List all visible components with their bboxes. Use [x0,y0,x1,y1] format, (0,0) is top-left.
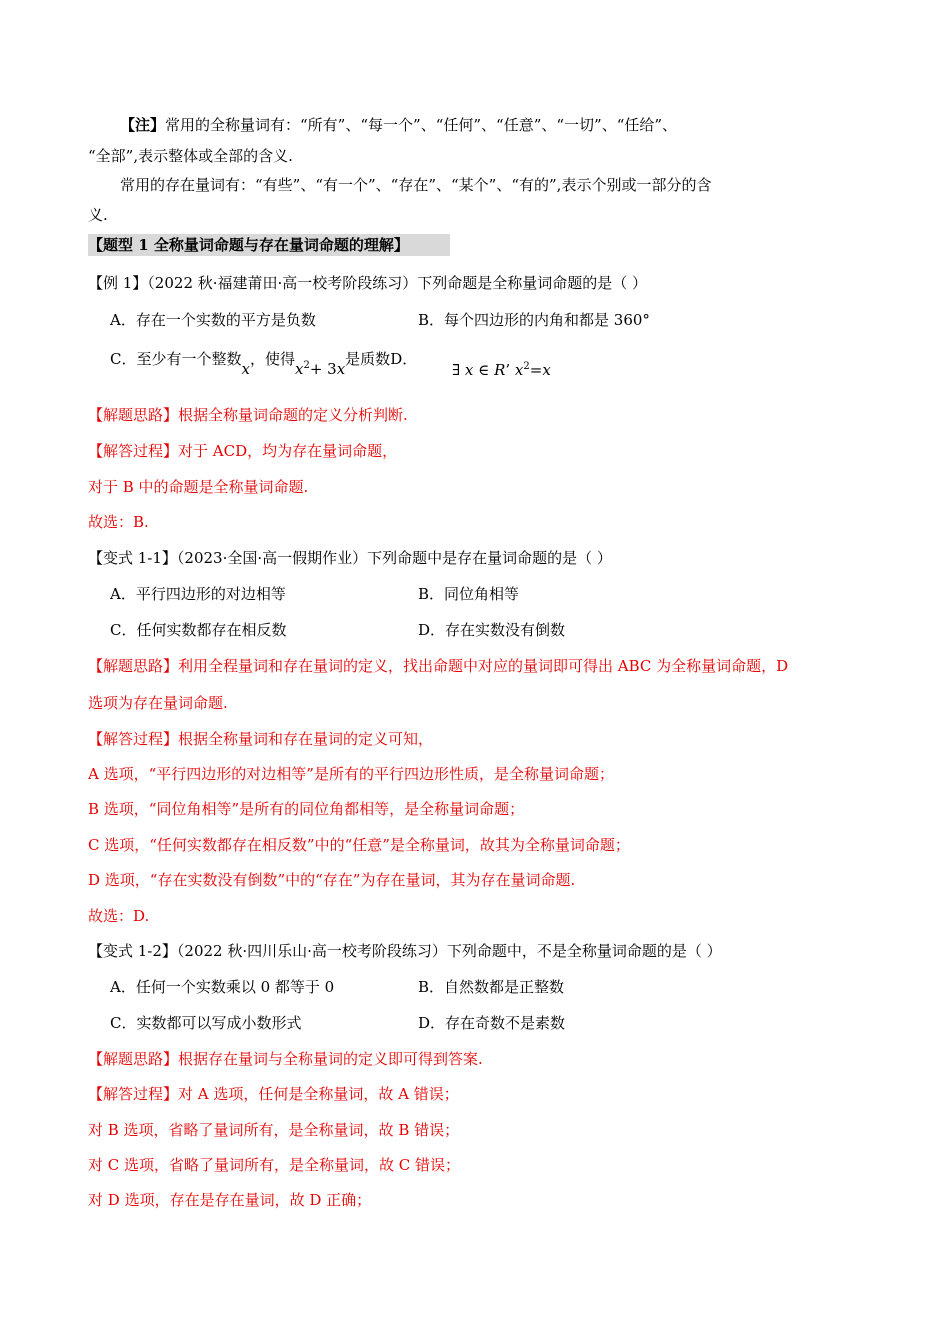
variant1-process-3: B 选项，“同位角相等”是所有的同位角都相等，是全称量词命题； [88,800,525,818]
variant1-option-c: C．任何实数都存在相反数 [110,621,287,639]
example1-option-c [110,346,417,378]
d-comma: ’ [505,361,511,379]
note-lead: 【注】 [120,116,166,134]
example1-option-a: A．存在一个实数的平方是负数 [110,311,316,329]
d-sup: 2 [523,361,530,372]
variant1-process-5: D 选项，“存在实数没有倒数”中的“存在”为存在量词，其为存在量词命题. [88,871,576,889]
exists-symbol: ∃ [452,361,461,379]
variant1-option-d: D．存在实数没有倒数 [418,621,566,639]
variant1-idea-2: 选项为存在量词命题. [88,694,228,712]
note-line-1 [120,115,677,135]
variant1-option-a: A．平行四边形的对边相等 [110,585,286,603]
example1-option-b: B．每个四边形的内角和都是 360° [418,311,650,329]
d-x3: x [542,361,551,379]
variant1-idea-1: 【解题思路】利用全程量词和存在量词的定义，找出命题中对应的量词即可得出 ABC 为全称量词命题，D [88,657,789,675]
expr-x2: x [336,360,346,378]
note-text-1: 常用的全称量词有：“所有”、“每一个”、“任何”、“任意”、“一切”、“任给”、 [165,116,678,134]
variant2-option-a: A．任何一个实数乘以 0 都等于 0 [110,978,335,996]
example1-process-2: 对于 B 中的命题是全称量词命题. [88,478,309,496]
variant2-process-1: 【解答过程】对 A 选项，任何是全称量词，故 A 错误； [88,1085,459,1103]
option-c-post: 是质数 [345,350,391,368]
variant2-process-3: 对 C 选项，省略了量词所有，是全称量词，故 C 错误； [88,1156,461,1174]
variant1-process-2: A 选项，“平行四边形的对边相等”是所有的平行四边形性质，是全称量词命题； [88,765,614,783]
variant1-process-1: 【解答过程】根据全称量词和存在量词的定义可知， [88,730,434,748]
variant2-option-c: C．实数都可以写成小数形式 [110,1014,302,1032]
example1-answer: 故选：B. [88,513,149,531]
note-line-4: 义. [88,206,108,224]
expr-x: x [294,360,304,378]
section-heading: 【题型 1 全称量词命题与存在量词命题的理解】 [88,234,450,256]
d-R: R [494,361,506,379]
option-c-pre: C．至少有一个整数 [110,350,242,368]
option-d-label: D． [390,350,418,368]
expr-rest: + 3 [309,360,337,378]
variant2-stem: 【变式 1-2】（2022 秋·四川乐山·高一校考阶段练习）下列命题中，不是全称量词命题的是（ ） [88,942,722,960]
variant1-process-4: C 选项，“任何实数都存在相反数”中的“任意”是全称量词，故其为全称量词命题； [88,836,630,854]
note-line-3: 常用的存在量词有：“有些”、“有一个”、“存在”、“某个”、“有的”,表示个别或一部分的含 [120,176,712,194]
variant2-process-4: 对 D 选项，存在是存在量词，故 D 正确； [88,1191,372,1209]
variant2-option-d: D．存在奇数不是素数 [418,1014,566,1032]
d-eq: = [529,361,543,379]
d-x2: x [514,361,524,379]
d-x: x [464,361,474,379]
option-c-mid: ，使得 [249,350,295,368]
variant2-process-2: 对 B 选项，省略了量词所有，是全称量词，故 B 错误； [88,1121,460,1139]
note-line-2: “全部”,表示整体或全部的含义. [88,147,293,165]
variant1-answer: 故选：D. [88,907,150,925]
option-c-var: x [241,360,250,378]
expr-sup: 2 [303,360,310,371]
variant1-stem: 【变式 1-1】（2023·全国·高一假期作业）下列命题中是存在量词命题的是（ ） [88,549,612,567]
example1-process-1: 【解答过程】对于 ACD，均为存在量词命题， [88,442,398,460]
in-symbol: ∈ [478,361,490,379]
example1-option-d-expr [452,357,551,377]
option-c-expr [295,360,345,378]
example1-stem: 【例 1】（2022 秋·福建莆田·高一校考阶段练习）下列命题是全称量词命题的是（ ） [88,274,648,292]
example1-idea: 【解题思路】根据全称量词命题的定义分析判断. [88,406,408,424]
variant1-option-b: B．同位角相等 [418,585,520,603]
variant2-idea: 【解题思路】根据存在量词与全称量词的定义即可得到答案. [88,1050,483,1068]
variant2-option-b: B．自然数都是正整数 [418,978,565,996]
